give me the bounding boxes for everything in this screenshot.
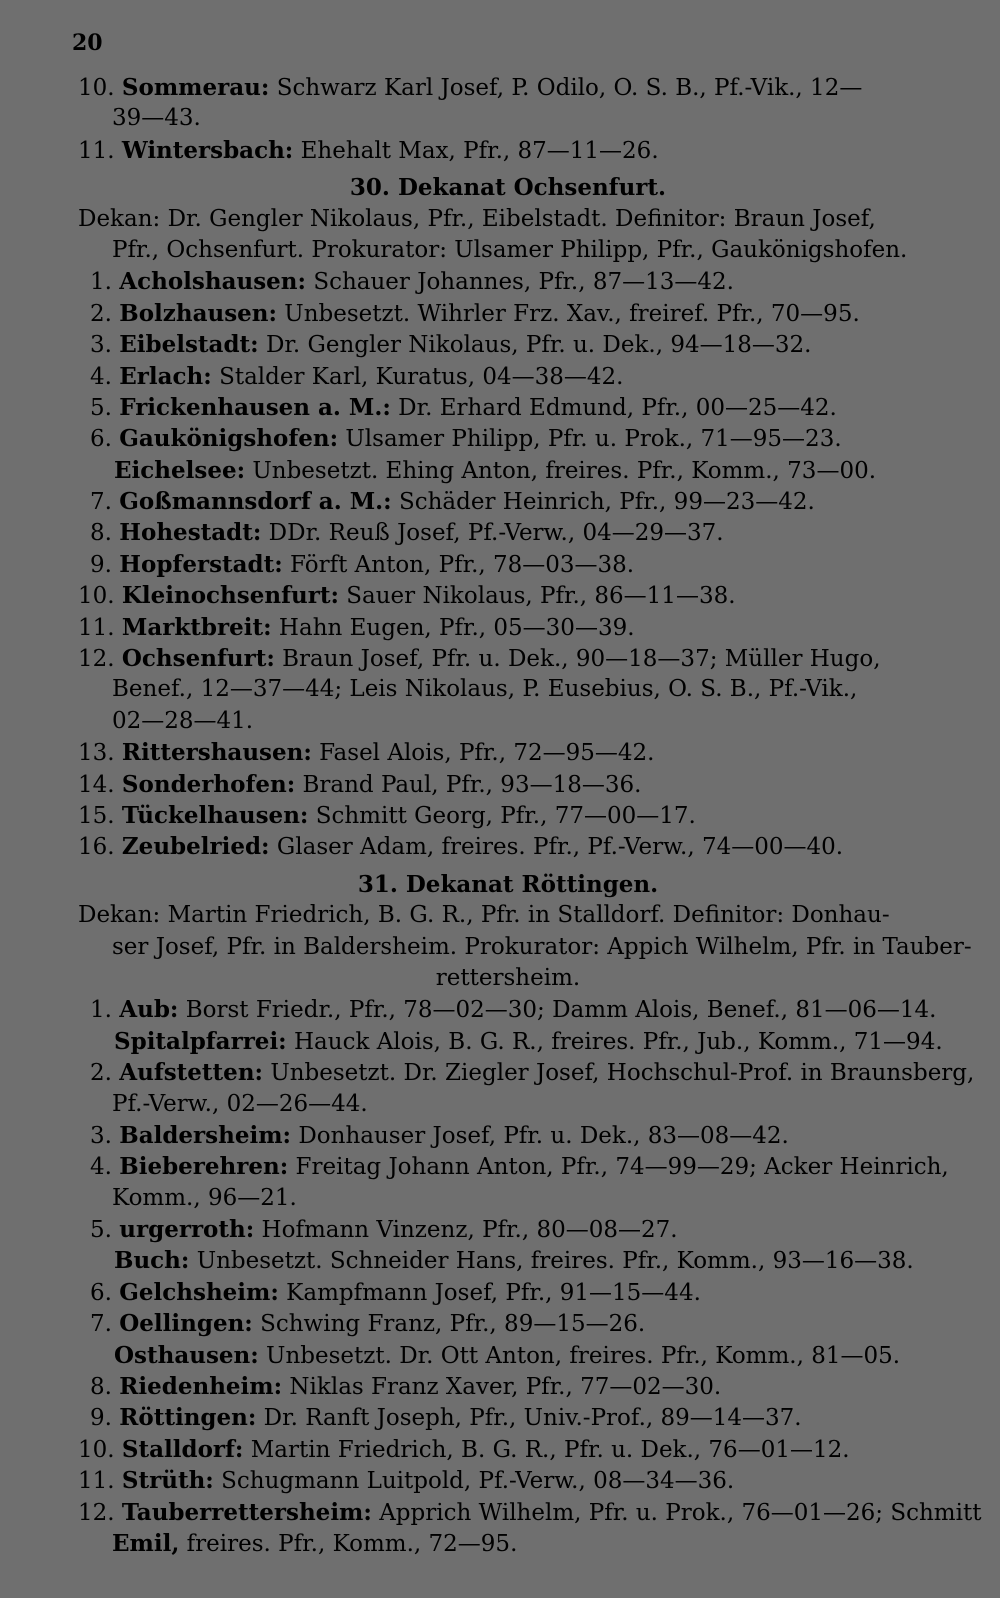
entry-number: 5.	[90, 394, 120, 421]
entry-line	[78, 1057, 975, 1088]
entry-line	[78, 1371, 938, 1402]
entry-text: Schauer Johannes, Pfr., 87—13—42.	[306, 269, 734, 296]
entry-text: Sauer Nikolaus, Pfr., 86—11—38.	[338, 583, 736, 610]
entry-text: 39—43.	[112, 105, 201, 132]
entry-number: 11.	[78, 614, 122, 641]
entry-line	[78, 298, 938, 329]
entry-line	[78, 1245, 938, 1276]
entry-number: 10.	[78, 1436, 122, 1463]
place-name: Osthausen:	[114, 1341, 259, 1369]
entry-number: 10.	[78, 583, 122, 610]
entry-line	[78, 1308, 938, 1339]
entry-text: Borst Friedr., Pfr., 78—02—30; Damm Alois, Benef., 81—06—14.	[178, 997, 937, 1024]
entry-line	[78, 103, 938, 134]
entry-text: Schmitt Georg, Pfr., 77—00—17.	[308, 802, 696, 829]
place-name: Hohestadt:	[119, 519, 262, 547]
section-heading: 30. Dekanat Ochsenfurt.	[349, 174, 667, 202]
entry-text: Hauck Alois, B. G. R., freires. Pfr., Jub., Komm., 71—94.	[286, 1028, 943, 1055]
entry-number: 6.	[90, 1279, 120, 1306]
entry-line	[78, 994, 938, 1025]
entry-text: Freitag Johann Anton, Pfr., 74—99—29; Acker Heinrich,	[288, 1154, 949, 1181]
entry-line	[78, 1151, 949, 1182]
entry-line	[78, 900, 938, 931]
place-name: Eibelstadt:	[119, 331, 259, 359]
entry-text: Pfr., Ochsenfurt. Prokurator: Ulsamer Philipp, Pfr., Gaukönigshofen.	[112, 236, 908, 263]
place-name: Aub:	[119, 996, 179, 1024]
entry-text: Hofmann Vinzenz, Pfr., 80—08—27.	[254, 1217, 678, 1244]
entry-number: 4.	[90, 1154, 120, 1181]
place-name: Aufstetten:	[119, 1059, 264, 1087]
entry-number: 11.	[78, 1468, 122, 1495]
entry-text: ser Josef, Pfr. in Baldersheim. Prokurator: Appich Wilhelm, Pfr. in Tauber-	[112, 933, 972, 960]
entry-text: Apprich Wilhelm, Pfr. u. Prok., 76—01—26; Schmitt	[371, 1499, 982, 1526]
entry-text: Glaser Adam, freires. Pfr., Pf.-Verw., 74—00—40.	[269, 834, 844, 861]
entry-text: Dekan: Dr. Gengler Nikolaus, Pfr., Eibelstadt. Definitor: Braun Josef,	[78, 205, 876, 232]
entry-number: 8.	[90, 1374, 120, 1401]
entry-line	[78, 329, 938, 360]
entry-line	[78, 1214, 938, 1245]
entry-number: 6.	[90, 426, 120, 453]
entry-text: Dr. Erhard Edmund, Pfr., 00—25—42.	[390, 394, 837, 421]
entry-number: 11.	[78, 137, 122, 164]
place-name: Goßmannsdorf a. M.:	[119, 488, 392, 516]
entry-text: Donhauser Josef, Pfr. u. Dek., 83—08—42.	[291, 1122, 789, 1149]
place-name: urgerroth:	[119, 1216, 255, 1244]
place-name: Spitalpfarrei:	[114, 1027, 287, 1055]
entry-line	[78, 1183, 938, 1214]
place-name: Tauberrettersheim:	[121, 1498, 372, 1526]
entry-line	[78, 674, 938, 705]
entry-line	[78, 643, 938, 674]
entry-text: Fasel Alois, Pfr., 72—95—42.	[311, 740, 655, 767]
entry-line	[78, 1277, 938, 1308]
entry-text: Benef., 12—37—44; Leis Nikolaus, P. Eusebius, O. S. B., Pf.-Vik.,	[112, 676, 858, 703]
entry-number: 4.	[90, 363, 120, 390]
entry-text: Niklas Franz Xaver, Pfr., 77—02—30.	[282, 1374, 722, 1401]
entry-number: 1.	[90, 997, 120, 1024]
entry-text: Schugmann Luitpold, Pf.-Verw., 08—34—36.	[213, 1468, 735, 1495]
entry-line	[78, 204, 938, 235]
place-name: Bolzhausen:	[119, 299, 277, 327]
entry-line	[78, 769, 938, 800]
entry-number: 5.	[90, 1217, 120, 1244]
entry-line	[78, 1402, 938, 1433]
entry-text: Martin Friedrich, B. G. R., Pfr. u. Dek., 76—01—12.	[243, 1436, 850, 1463]
place-name: Sonderhofen:	[121, 770, 296, 798]
place-name: Erlach:	[119, 362, 212, 390]
entry-text: Stalder Karl, Kuratus, 04—38—42.	[211, 363, 624, 390]
entry-line	[78, 1089, 938, 1120]
entry-line	[78, 1340, 938, 1371]
place-name: Rittershausen:	[121, 739, 312, 767]
place-name: Gelchsheim:	[119, 1278, 279, 1306]
place-name: Kleinochsenfurt:	[121, 582, 339, 610]
entry-text: Unbesetzt. Schneider Hans, freires. Pfr., Komm., 93—16—38.	[189, 1248, 914, 1275]
entry-text: Kampfmann Josef, Pfr., 91—15—44.	[278, 1279, 701, 1306]
place-name: Ochsenfurt:	[121, 645, 275, 673]
entry-text: Dr. Gengler Nikolaus, Pfr. u. Dek., 94—18—32.	[258, 332, 812, 359]
entry-text: Schwarz Karl Josef, P. Odilo, O. S. B., Pf.-Vik., 12—	[269, 75, 863, 101]
entry-line	[78, 266, 938, 297]
entry-line	[78, 1434, 938, 1465]
place-name: Hopferstadt:	[119, 550, 283, 578]
entry-text: Unbesetzt. Dr. Ziegler Josef, Hochschul-Prof. in Braunsberg,	[263, 1060, 975, 1087]
entry-text: Hahn Eugen, Pfr., 05—30—39.	[271, 614, 635, 641]
entry-number: 16.	[78, 834, 122, 861]
place-name: Zeubelried:	[121, 833, 270, 861]
place-name: Marktbreit:	[121, 613, 272, 641]
entry-text: Brand Paul, Pfr., 93—18—36.	[295, 771, 642, 798]
entry-number: 2.	[90, 1060, 120, 1087]
entry-number: 1.	[90, 269, 120, 296]
entry-number: 2.	[90, 300, 120, 327]
entry-number: 13.	[78, 740, 122, 767]
place-name: Stalldorf:	[121, 1435, 244, 1463]
place-name: Strüth:	[121, 1467, 214, 1495]
place-name: Sommerau:	[121, 74, 270, 101]
entry-text: Pf.-Verw., 02—26—44.	[112, 1090, 368, 1117]
entry-text: Ulsamer Philipp, Pfr. u. Prok., 71—95—23.	[338, 426, 842, 453]
place-name: Gaukönigshofen:	[119, 425, 339, 453]
entry-number: 3.	[90, 1122, 120, 1149]
entry-line	[78, 706, 938, 737]
entry-text: Dr. Ranft Joseph, Pfr., Univ.-Prof., 89—14—37.	[256, 1405, 802, 1432]
entry-text: Unbesetzt. Ehing Anton, freires. Pfr., Komm., 73—00.	[245, 457, 877, 484]
entry-line	[78, 135, 938, 166]
entry-line	[78, 549, 938, 580]
place-name: Riedenheim:	[119, 1373, 283, 1401]
entry-number: 7.	[90, 1311, 120, 1338]
entry-text: Braun Josef, Pfr. u. Dek., 90—18—37; Müller Hugo,	[274, 646, 881, 673]
entry-number: 7.	[90, 489, 120, 516]
entry-line	[78, 1497, 982, 1528]
entry-text: Unbesetzt. Wihrler Frz. Xav., freiref. Pfr., 70—95.	[277, 300, 860, 327]
entry-number: 12.	[78, 646, 122, 673]
place-name: Bieberehren:	[119, 1153, 289, 1181]
entry-line	[78, 737, 938, 768]
entry-line	[78, 423, 938, 454]
entry-text: Komm., 96—21.	[112, 1184, 297, 1211]
entry-text: Dekan: Martin Friedrich, B. G. R., Pfr. in Stalldorf. Definitor: Donhau-	[78, 902, 890, 929]
entry-line	[78, 361, 938, 392]
entry-line	[78, 517, 938, 548]
place-name: Buch:	[114, 1247, 190, 1275]
entry-number: 8.	[90, 520, 120, 547]
entry-line	[78, 72, 938, 103]
entry-line	[78, 235, 938, 266]
place-name: Röttingen:	[119, 1404, 257, 1432]
directory-text	[78, 72, 982, 1559]
entry-line	[78, 831, 938, 862]
entry-line	[78, 932, 972, 963]
entry-text: Schwing Franz, Pfr., 89—15—26.	[252, 1311, 646, 1338]
section-heading: 31. Dekanat Röttingen.	[357, 870, 659, 898]
place-name: Tückelhausen:	[121, 801, 309, 829]
entry-number: 9.	[90, 551, 120, 578]
entry-number: 3.	[90, 332, 120, 359]
entry-line	[78, 800, 938, 831]
entry-text: 02—28—41.	[112, 707, 254, 734]
entry-number: 10.	[78, 75, 122, 101]
entry-line	[78, 1465, 938, 1496]
entry-line	[78, 612, 938, 643]
place-name: Frickenhausen a. M.:	[119, 393, 391, 421]
place-name: Wintersbach:	[121, 136, 294, 164]
entry-text: Schäder Heinrich, Pfr., 99—23—42.	[391, 489, 815, 516]
place-name: Eichelsee:	[114, 456, 246, 484]
entry-number: 14.	[78, 771, 122, 798]
page-number: 20	[72, 30, 103, 56]
entry-number: 15.	[78, 802, 122, 829]
continuation-line: rettersheim.	[435, 964, 581, 991]
place-name: Oellingen:	[119, 1310, 253, 1338]
entry-line	[78, 580, 938, 611]
place-name: Acholshausen:	[119, 268, 307, 296]
entry-text: Förft Anton, Pfr., 78—03—38.	[282, 551, 635, 578]
entry-text: DDr. Reuß Josef, Pf.-Verw., 04—29—37.	[261, 520, 724, 547]
entry-line	[78, 486, 938, 517]
entry-line	[78, 1120, 938, 1151]
entry-text: freires. Pfr., Komm., 72—95.	[179, 1530, 518, 1557]
entry-line	[78, 1528, 938, 1559]
entry-line	[78, 1026, 943, 1057]
entry-line	[78, 392, 938, 423]
entry-line	[78, 455, 938, 486]
entry-number: 12.	[78, 1499, 122, 1526]
place-name: Emil,	[112, 1529, 180, 1557]
entry-text: Ehehalt Max, Pfr., 87—11—26.	[293, 137, 659, 164]
entry-text: Unbesetzt. Dr. Ott Anton, freires. Pfr., Komm., 81—05.	[258, 1342, 901, 1369]
entry-number: 9.	[90, 1405, 120, 1432]
place-name: Baldersheim:	[119, 1121, 292, 1149]
